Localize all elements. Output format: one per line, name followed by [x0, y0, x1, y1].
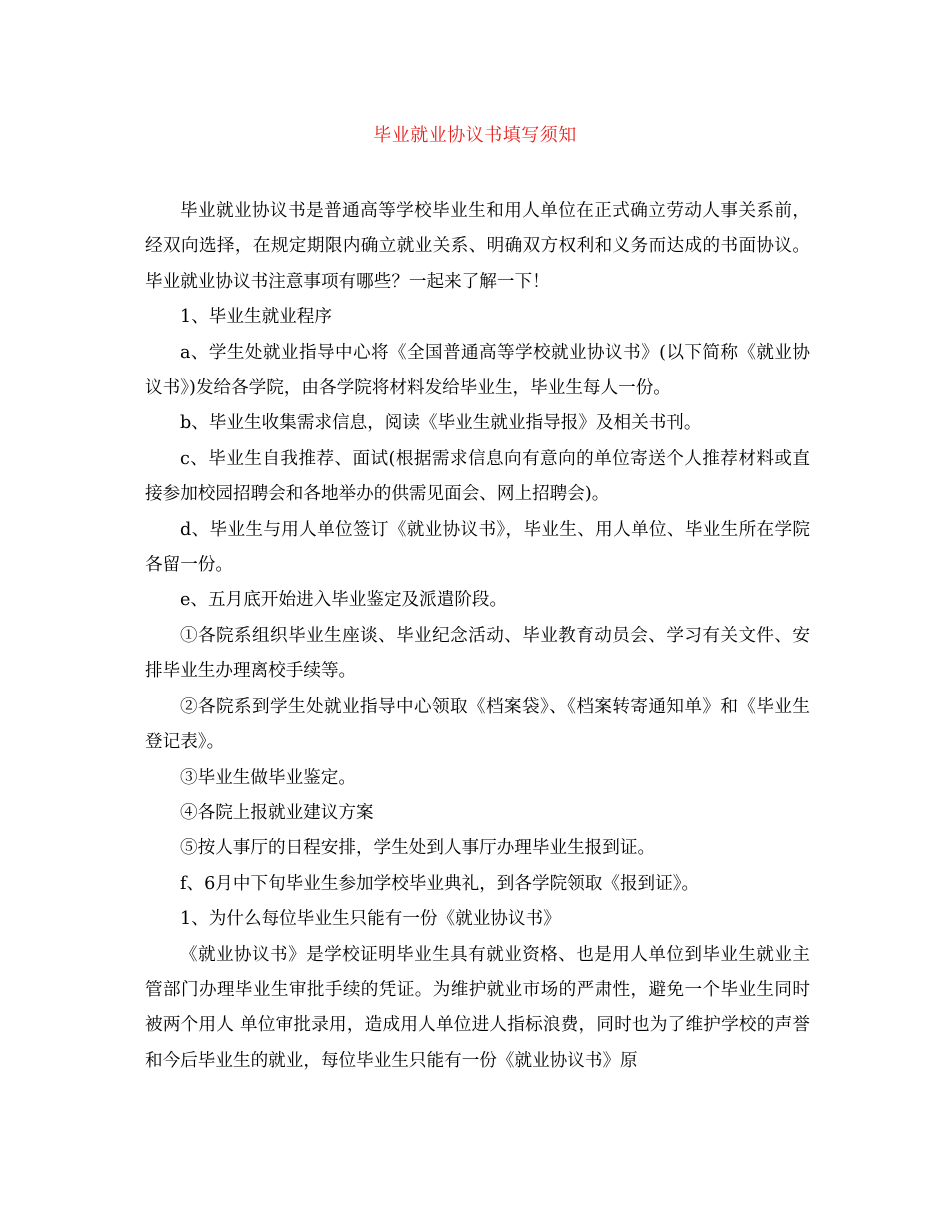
paragraph-step-a: a、学生处就业指导中心将《全国普通高等学校就业协议书》(以下简称《就业协议书》)发给各学院，由各学院将材料发给毕业生，毕业生每人一份。: [145, 342, 810, 399]
document-title: 毕业就业协议书填写须知: [373, 125, 577, 146]
paragraph-substep-4: ④各院上报就业建议方案: [180, 802, 374, 823]
paragraph-substep-3: ③毕业生做毕业鉴定。: [180, 767, 356, 788]
paragraph-substep-1: ①各院系组织毕业生座谈、毕业纪念活动、毕业教育动员会、学习有关文件、安排毕业生办理离校手续等。: [145, 625, 810, 682]
paragraph-substep-2: ②各院系到学生处就业指导中心领取《档案袋》、《档案转寄通知单》和《毕业生登记表》。: [145, 696, 810, 753]
document-body: [145, 194, 810, 1079]
paragraph-heading-why-one: 1、为什么每位毕业生只能有一份《就业协议书》: [180, 909, 561, 930]
paragraph-step-f: f、6月中下旬毕业生参加学校毕业典礼，到各学院领取《报到证》。: [180, 873, 700, 894]
paragraph-step-e: e、五月底开始进入毕业鉴定及派遣阶段。: [180, 590, 508, 611]
paragraph-step-b: b、毕业生收集需求信息，阅读《毕业生就业指导报》及相关书刊。: [180, 413, 702, 434]
paragraph-step-c: c、毕业生自我推荐、面试(根据需求信息向有意向的单位寄送个人推荐材料或直接参加校园招聘会和各地举办的供需见面会、网上招聘会)。: [145, 448, 810, 505]
paragraph-step-d: d、毕业生与用人单位签订《就业协议书》，毕业生、用人单位、毕业生所在学院各留一份。: [145, 519, 810, 576]
paragraph-intro: 毕业就业协议书是普通高等学校毕业生和用人单位在正式确立劳动人事关系前，经双向选择，在规定期限内确立就业关系、明确双方权利和义务而达成的书面协议。毕业就业协议书注意事项有哪些？一起来了解一下！: [145, 201, 810, 292]
paragraph-heading-procedure: 1、毕业生就业程序: [180, 307, 332, 328]
paragraph-why-one-body: 《就业协议书》是学校证明毕业生具有就业资格、也是用人单位到毕业生就业主管部门办理毕业生审批手续的凭证。为维护就业市场的严肃性，避免一个毕业生同时被两个用人 单位审批录用，造成用人单位进人指标浪费，同时也为了维护学校的声誉和今后毕业生的就业，每位毕业生只能有一份《就业协议书》原: [145, 944, 810, 1071]
paragraph-substep-5: ⑤按人事厅的日程安排，学生处到人事厅办理毕业生报到证。: [180, 838, 656, 859]
